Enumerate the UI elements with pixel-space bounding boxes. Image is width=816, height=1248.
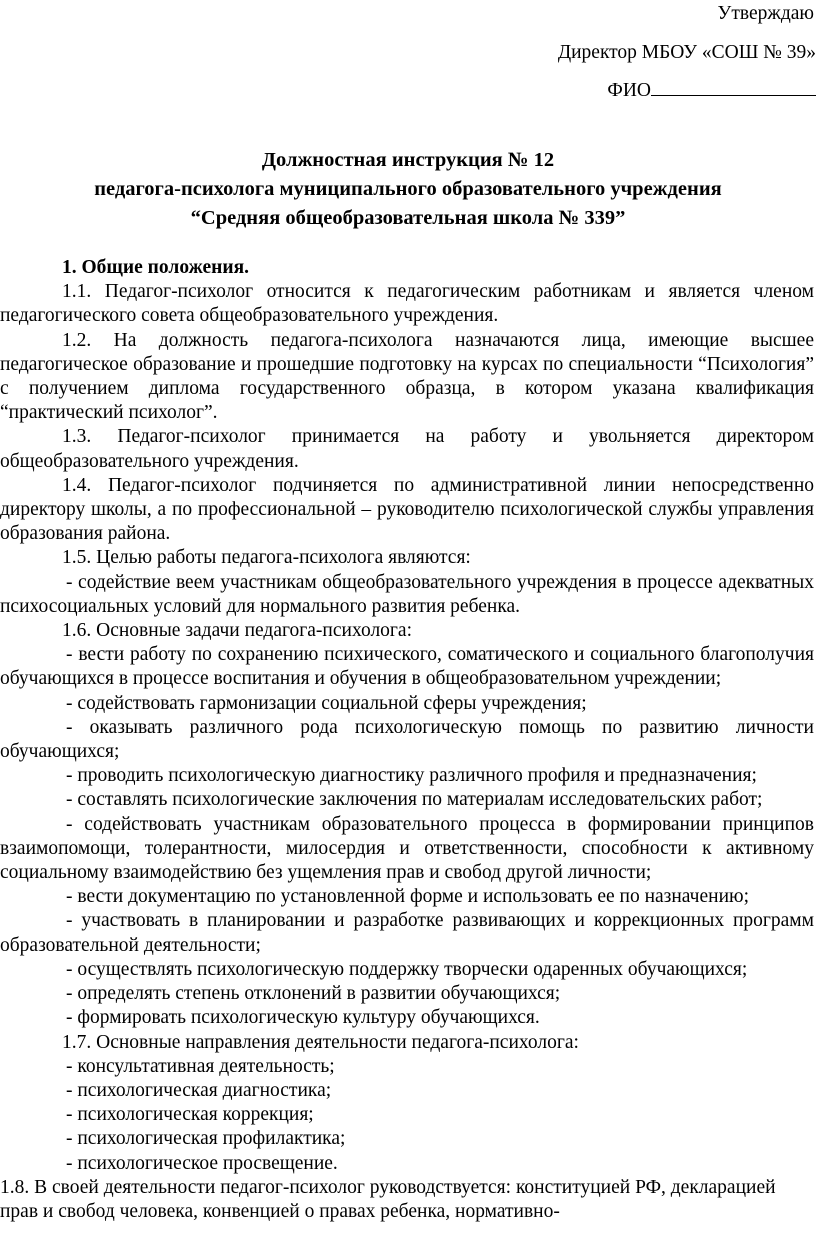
task-item: - оказывать различного рода психологическую помощь по развитию личности обучающихся; [0,716,814,763]
paragraph-1-8: 1.8. В своей деятельности педагог-психолог руководствуется: конституцией РФ, декларацией прав и свобод человека, конвенцией о правах ребенка, нормативно- [0,1176,776,1222]
direction-item: - психологическая профилактика; [66,1128,346,1150]
direction-item: - консультативная деятельность; [66,1055,335,1077]
doc-subtitle: педагога-психолога муниципального образовательного учреждения [94,178,722,200]
paragraph-1-4: 1.4. Педагог-психолог подчиняется по административной линии непосредственно директору школы, а по профессиональной – руководителю психологической службы управления образования района. [0,474,814,545]
fio-line [607,75,816,105]
doc-title: Должностная инструкция № 12 [261,149,555,171]
task-item: - участвовать в планировании и разработке развивающих и коррекционных программ образовательной деятельности; [0,910,814,956]
task-item: - содействовать гармонизации социальной сферы учреждения; [66,692,587,714]
approval-label: Утверждаю [717,3,814,24]
section-heading: 1. Общие положения. [62,257,250,278]
director-title: Директор МБОУ «СОШ № 39» [557,42,816,63]
task-item: - вести документацию по установленной форме и использовать ее по назначению; [66,886,750,908]
task-item: - составлять психологические заключения по материалам исследовательских работ; [66,789,763,811]
document-body [0,256,814,1224]
paragraph-1-5-item: - содействие веем участникам общеобразовательного учреждения в процессе адекватных психосоциальных условий для нормального развития ребенка. [0,571,814,617]
school-name: “Средняя общеобразовательная школа № 339” [190,207,626,229]
paragraph-1-7: 1.7. Основные направления деятельности педагога-психолога: [62,1031,579,1053]
task-item: - проводить психологическую диагностику различного профиля и предназначения; [66,765,757,787]
paragraph-1-3: 1.3. Педагог-психолог принимается на работу и увольняется директором общеобразовательного учреждения. [0,426,814,472]
task-item: - содействовать участникам образовательного процесса в формировании принципов взаимопомощи, толерантности, милосердия и ответственности, способности к активному социальному взаимодействию без ущемления прав и свобод другой личности; [0,813,814,884]
signature-blank [651,75,816,96]
task-item: - формировать психологическую культуру обучающихся. [66,1007,540,1029]
direction-item: - психологическое просвещение. [66,1152,338,1174]
paragraph-1-5: 1.5. Целью работы педагога-психолога являются: [62,547,471,569]
direction-item: - психологическая диагностика; [66,1079,332,1101]
task-item: - вести работу по сохранению психического, соматического и социального благополучия обучающихся в процессе воспитания и обучения в общеобразовательном учреждении; [0,644,814,690]
paragraph-1-2: 1.2. На должность педагога-психолога назначаются лица, имеющие высшее педагогическое образование и прошедшие подготовку на курсах по специальности “Психология” с получением диплома государственного образца, в котором указана квалификация “практический психолог”. [0,329,814,424]
paragraph-1-6: 1.6. Основные задачи педагога-психолога: [62,620,412,642]
paragraph-1-1: 1.1. Педагог-психолог относится к педагогическим работникам и является членом педагогического совета общеобразовательного учреждения. [0,281,814,327]
direction-item: - психологическая коррекция; [66,1104,314,1126]
fio-label: ФИО [607,80,651,101]
task-item: - определять степень отклонений в развитии обучающихся; [66,983,561,1005]
task-item: - осуществлять психологическую поддержку творчески одаренных обучающихся; [66,958,748,980]
